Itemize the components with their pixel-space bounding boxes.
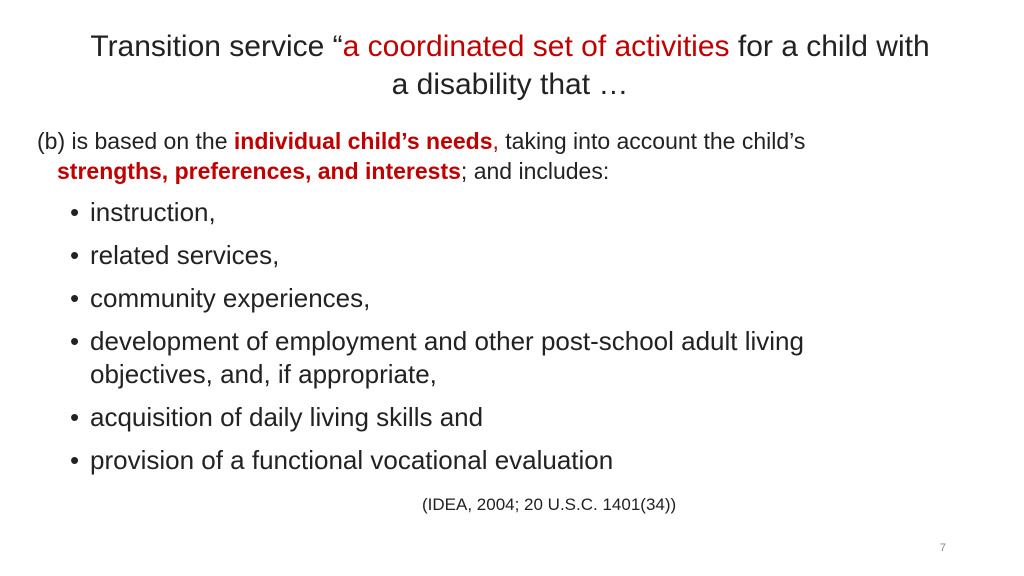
citation: (IDEA, 2004; 20 U.S.C. 1401(34)) [422, 495, 677, 514]
bullet-item: • provision of a functional vocational evaluation [70, 444, 930, 477]
slide-title [40, 28, 980, 104]
bullet-item: • instruction, [70, 196, 930, 229]
title-part-1: Transition service [90, 30, 325, 63]
bullet-item: • development of employment and other post-school adult living objectives, and, if appropriate, [70, 325, 930, 391]
title-line-2: a disability that … [391, 68, 629, 101]
intro-middle: taking into account the child’s [498, 128, 806, 154]
title-highlight: a coordinated set of activities [342, 30, 730, 63]
title-quote-open: “ [324, 30, 343, 63]
intro-comma: , [492, 128, 499, 154]
bullet-item: • community experiences, [70, 282, 930, 315]
intro-needs: individual child’s needs [233, 128, 493, 154]
bullet-item: • acquisition of daily living skills and [70, 401, 930, 434]
intro-paragraph [37, 126, 987, 186]
bullet-item: • related services, [70, 239, 930, 272]
page-number: 7 [939, 542, 946, 554]
title-part-2: for a child with [729, 30, 930, 63]
bullet-list [70, 196, 930, 487]
intro-prefix: (b) is based on the [37, 128, 234, 154]
intro-suffix: ; and includes: [460, 158, 610, 184]
intro-strengths: strengths, preferences, and interests [57, 158, 461, 184]
